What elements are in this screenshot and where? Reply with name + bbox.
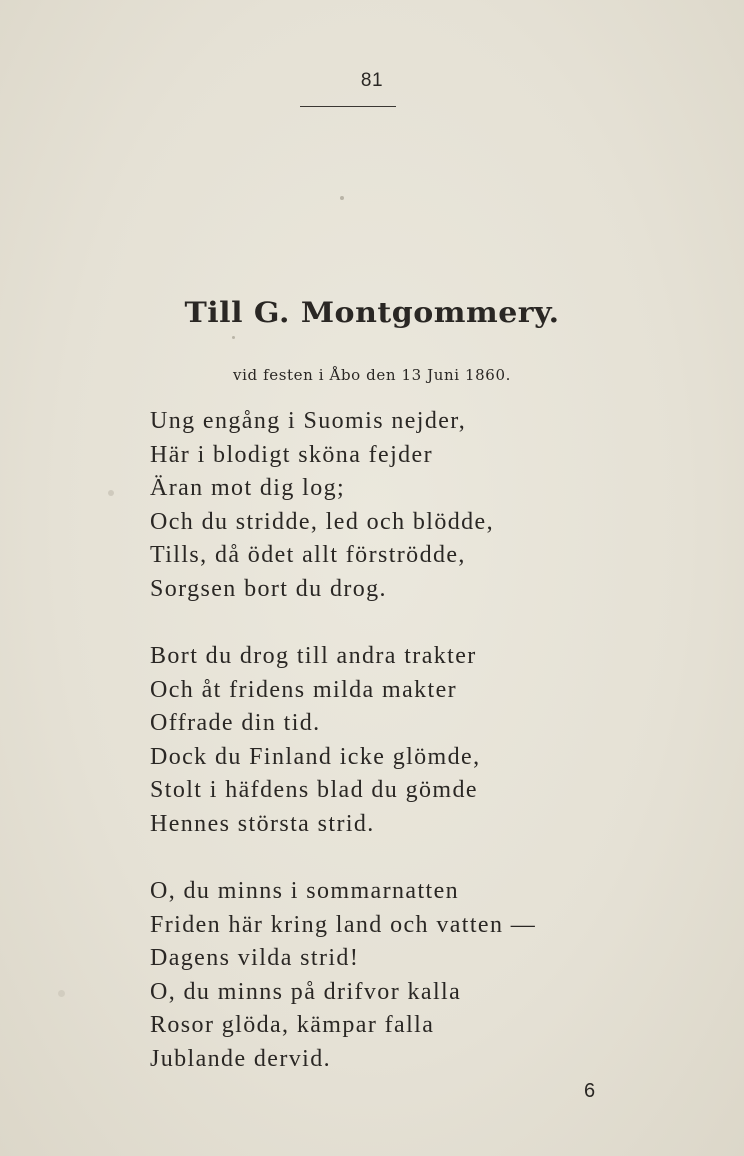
poem-title: Till G. Montgommery. <box>184 297 560 330</box>
poem-subtitle: vid festen i Åbo den 13 Juni 1860. <box>233 366 511 384</box>
verse-line: Äran mot dig log; <box>150 475 346 501</box>
verse-line: Hennes största strid. <box>150 810 375 837</box>
verse-line: O, du minns på drifvor kalla <box>150 978 462 1005</box>
signature-mark: 6 <box>584 1080 596 1102</box>
verse-line: Här i blodigt sköna fejder <box>150 441 433 468</box>
verse-line: Dagens vilda strid! <box>150 945 360 971</box>
verse-line: O, du minns i sommarnatten <box>150 878 460 904</box>
stanza-2 <box>150 640 610 841</box>
verse-line: Dock du Finland icke glömde, <box>150 743 481 770</box>
verse-line: Ung engång i Suomis nejder, <box>150 408 467 434</box>
paper-speck <box>340 196 344 200</box>
verse-line: Rosor glöda, kämpar falla <box>150 1012 435 1038</box>
verse-line: Bort du drog till andra trakter <box>150 643 477 669</box>
paper-speck <box>108 490 114 496</box>
verse-line: Stolt i häfdens blad du gömde <box>150 777 478 803</box>
page-number: 81 <box>360 70 384 91</box>
verse-line: Tills, då ödet allt förströdde, <box>150 542 466 568</box>
paper-speck <box>232 336 235 339</box>
paper-speck <box>58 990 65 997</box>
verse-line: Friden här kring land och vatten — <box>150 911 537 938</box>
verse-line: Offrade din tid. <box>150 710 321 736</box>
verse-line: Sorgsen bort du drog. <box>150 575 387 602</box>
stanza-1 <box>150 405 610 606</box>
stanza-3 <box>150 875 610 1076</box>
poem-body <box>150 405 610 1110</box>
verse-line: Och du stridde, led och blödde, <box>150 508 494 535</box>
header-rule <box>300 106 396 107</box>
verse-line: Och åt fridens milda makter <box>150 676 458 703</box>
verse-line: Jublande dervid. <box>150 1045 332 1072</box>
